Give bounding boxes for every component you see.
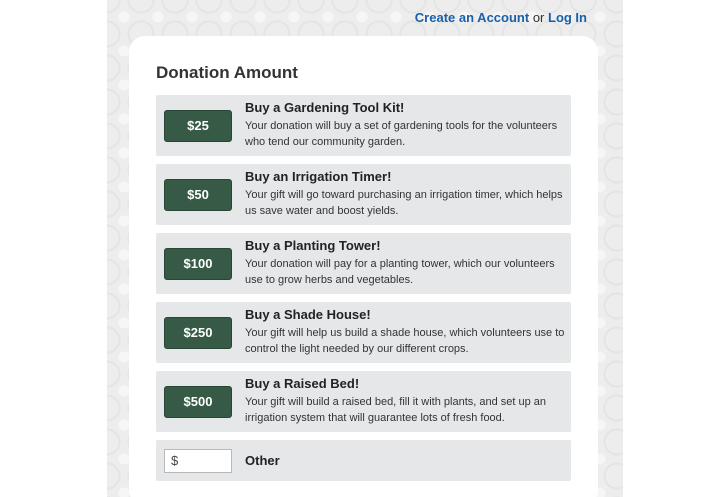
option-title: Buy a Planting Tower!	[245, 237, 381, 253]
amount-button-50[interactable]: $50	[164, 179, 232, 211]
donation-option-100[interactable]	[156, 233, 571, 294]
option-description: Your gift will help us build a shade house, which volunteers use to control the light needed by our different crops.	[245, 326, 565, 355]
option-description: Your donation will buy a set of gardening tools for the volunteers who tend our community garden.	[245, 119, 558, 148]
option-text	[245, 376, 565, 426]
option-title: Buy an Irrigation Timer!	[245, 168, 392, 184]
donation-option-25[interactable]	[156, 95, 571, 156]
or-separator: or	[532, 10, 545, 25]
option-title: Buy a Raised Bed!	[245, 375, 360, 391]
amount-button-250[interactable]: $250	[164, 317, 232, 349]
donation-card	[129, 36, 598, 497]
option-text	[245, 100, 565, 150]
create-account-link[interactable]: Create an Account	[414, 10, 530, 25]
option-description: Your donation will pay for a planting tower, which our volunteers use to grow herbs and vegetables.	[245, 257, 555, 286]
option-description: Your gift will build a raised bed, fill it with plants, and set up an irrigation system that will guarantee lots of fresh food.	[245, 395, 547, 424]
amount-button-500[interactable]: $500	[164, 386, 232, 418]
donation-option-250[interactable]	[156, 302, 571, 363]
option-text	[245, 169, 565, 219]
donation-title: Donation Amount	[156, 63, 298, 82]
option-text	[245, 307, 565, 357]
donation-option-other	[156, 440, 571, 481]
account-links	[415, 10, 587, 25]
option-title: Buy a Shade House!	[245, 306, 371, 322]
option-title: Buy a Gardening Tool Kit!	[245, 99, 405, 115]
option-text	[245, 238, 565, 288]
other-amount-input[interactable]	[164, 449, 232, 473]
donation-option-50[interactable]	[156, 164, 571, 225]
login-link[interactable]: Log In	[548, 10, 587, 25]
donation-option-500[interactable]	[156, 371, 571, 432]
option-description: Your gift will go toward purchasing an irrigation timer, which helps us save water and boost yields.	[245, 188, 563, 217]
other-label: Other	[245, 453, 280, 468]
amount-button-100[interactable]: $100	[164, 248, 232, 280]
currency-symbol: $	[171, 453, 179, 468]
amount-button-25[interactable]: $25	[164, 110, 232, 142]
